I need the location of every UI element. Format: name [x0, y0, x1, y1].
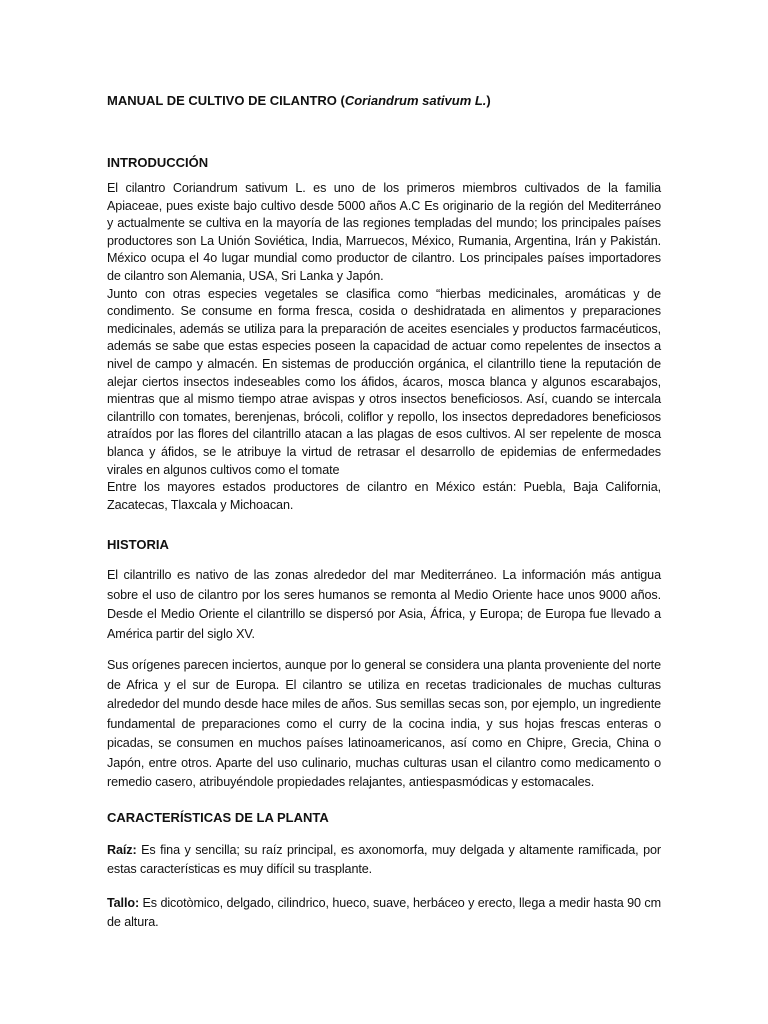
title-end: ) — [486, 93, 491, 108]
raiz-paragraph — [107, 841, 661, 880]
historia-paragraph-1: El cilantrillo es nativo de las zonas alrededor del mar Mediterráneo. La información más antigua sobre el uso de cilantro por los seres humanos se remonta al Medio Oriente hace unos 9000 años. Desde el Medio Oriente el cilantrillo se dispersó por Asia, África, y Europa; de Europa fue llevado a América partir del siglo XV. — [107, 568, 661, 641]
tallo-label: Tallo: — [107, 895, 140, 910]
title-scientific-name: Coriandrum sativum L. — [344, 93, 487, 108]
historia-paragraph-2: Sus orígenes parecen inciertos, aunque por lo general se considera una planta proveniente del norte de Africa y el sur de Europa. El cilantro se utiliza en recetas tradicionales de muchas culturas alrededor del mundo desde hace miles de años. Sus semillas secas son, por ejemplo, un ingrediente fundamental de preparaciones como el curry de la cocina india, y sus hojas frescas enteras o picadas, se consumen en muchos países latinoamericanos, así como en Chipre, Grecia, China o Japón, entre otros. Aparte del uso culinario, muchas culturas usan el cilantro como medicamento o remedio casero, atribuyéndole propiedades relajantes, antiespasmódicas y estomacales. — [107, 658, 661, 790]
title-main: MANUAL DE CULTIVO DE CILANTRO ( — [107, 93, 345, 108]
heading-caracteristicas: CARACTERÍSTICAS DE LA PLANTA — [107, 809, 329, 825]
intro-paragraph-3: Entre los mayores estados productores de cilantro en México están: Puebla, Baja California, Zacatecas, Tlaxcala y Michoacan. — [107, 480, 661, 512]
raiz-text: Es fina y sencilla; su raíz principal, es axonomorfa, muy delgada y altamente ramificada, por estas características es muy difícil su trasplante. — [107, 842, 661, 877]
heading-historia: HISTORIA — [107, 537, 169, 553]
tallo-paragraph — [107, 894, 661, 933]
intro-paragraph-2: Junto con otras especies vegetales se clasifica como “hierbas medicinales, aromáticas y de condimento. Se consume en forma fresca, cosida o deshidratada en alimentos y preparaciones medicinales, además se utiliza para la preparación de aceites esenciales y productos farmacéuticos, además se sabe que estas especies poseen la capacidad de actuar como repelentes de insectos a nivel de campo y almacén. En sistemas de producción orgánica, el cilantrillo tiene la reputación de alejar ciertos insectos indeseables como los áfidos, ácaros, mosca blanca y algunos escarabajos, mientras que al mismo tiempo atrae avispas y otros insectos beneficiosos. Así, cuando se intercala cilantrillo con tomates, berenjenas, brócoli, coliflor y repollo, los insectos depredadores beneficiosos atraídos por las flores del cilantrillo atacan a las plagas de esos cultivos. Al ser repelente de mosca blanca y áfidos, se le atribuye la virtud de retrasar el desarrollo de epidemias de enfermedades virales en algunos cultivos como el tomate — [107, 286, 661, 477]
raiz-label: Raíz: — [107, 842, 137, 857]
heading-introduccion: INTRODUCCIÓN — [107, 155, 209, 170]
tallo-text: Es dicotòmico, delgado, cilindrico, hueco, suave, herbáceo y erecto, llega a medir hasta 90 cm de altura. — [107, 895, 661, 930]
document-title — [107, 92, 661, 110]
intro-paragraph-1: El cilantro Coriandrum sativum L. es uno de los primeros miembros cultivados de la familia Apiaceae, pues existe bajo cultivo desde 5000 años A.C Es originario de la región del Mediterráneo y actualmente se cultiva en la mayoría de las regiones templadas del mundo; los principales países productores son La Unión Soviética, India, Marruecos, México, Rumania, Argentina, Irán y Pakistán. México ocupa el 4o lugar mundial como productor de cilantro. Los principales países importadores de cilantro son Alemania, USA, Sri Lanka y Japón. — [107, 181, 661, 283]
